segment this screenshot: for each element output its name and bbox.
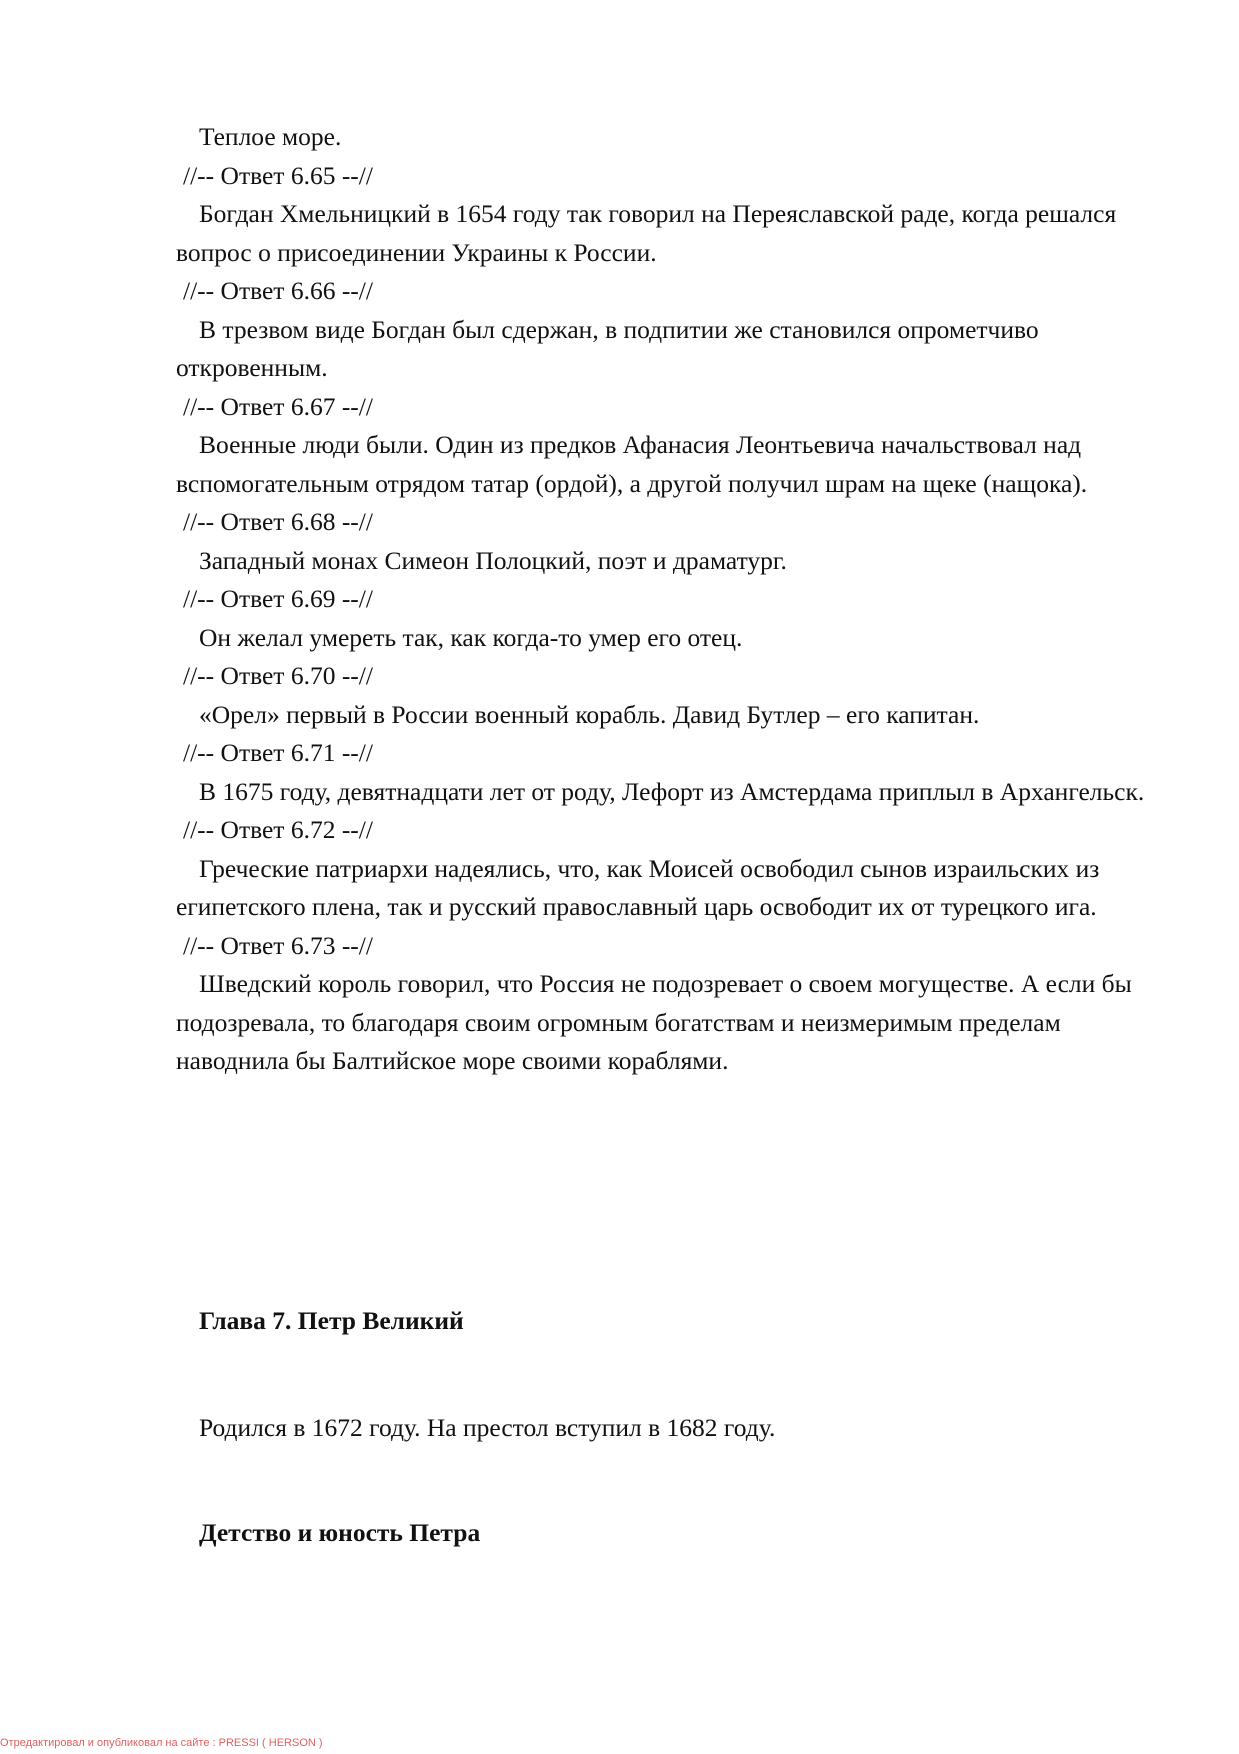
answer-marker: //-- Ответ 6.68 --// <box>183 507 373 536</box>
answer-paragraph: «Орел» первый в России военный корабль. Давид Бутлер – его капитан. <box>199 699 980 729</box>
answer-paragraph: В трезвом виде Богдан был сдержан, в подпитии же становился опрометчиво откровенным. <box>176 314 1039 382</box>
answer-marker: //-- Ответ 6.71 --// <box>183 738 373 767</box>
publisher-footer-note: Отредактировал и опубликовал на сайте : PRESSI ( HERSON ) <box>0 1737 323 1749</box>
answer-paragraph: Греческие патриархи надеялись, что, как Моисей освободил сынов израильских из египетского плена, так и русский православный царь освободит их от турецкого ига. <box>176 853 1100 921</box>
answer-paragraph: Военные люди были. Один из предков Афанасия Леонтьевича начальствовал над вспомогательным отрядом татар (ордой), а другой получил шрам на щеке (нащока). <box>176 430 1088 498</box>
answer-paragraph: Теплое море. <box>199 122 342 151</box>
answer-paragraph: Он желал умереть так, как когда-то умер его отец. <box>199 622 743 652</box>
chapter-intro-paragraph: Родился в 1672 году. На престол вступил в 1682 году. <box>199 1413 776 1442</box>
answer-paragraph: Шведский король говорил, что Россия не подозревает о своем могуществе. А если бы подозревала, то благодаря своим огромным богатствам и неизмеримым пределам наводнила бы Балтийское море своими кораблями. <box>176 969 1132 1075</box>
answer-paragraph: Западный монах Симеон Полоцкий, поэт и драматург. <box>199 545 787 575</box>
answer-marker: //-- Ответ 6.70 --// <box>183 661 373 690</box>
chapter-title: Глава 7. Петр Великий <box>199 1306 464 1335</box>
answer-marker: //-- Ответ 6.66 --// <box>183 276 373 305</box>
answer-paragraph: Богдан Хмельницкий в 1654 году так говорил на Переяславской раде, когда решался вопрос о присоединении Украины к России. <box>176 199 1117 267</box>
section-title: Детство и юность Петра <box>199 1518 481 1547</box>
answer-marker: //-- Ответ 6.65 --// <box>183 160 373 190</box>
answer-paragraph: В 1675 году, девятнадцати лет от роду, Лефорт из Амстердама приплыл в Архангельск. <box>199 776 1145 806</box>
answers-text-block <box>176 118 1151 1081</box>
answer-marker: //-- Ответ 6.73 --// <box>183 930 373 960</box>
answer-marker: //-- Ответ 6.67 --// <box>183 391 373 421</box>
answer-marker: //-- Ответ 6.72 --// <box>183 815 373 844</box>
answer-marker: //-- Ответ 6.69 --// <box>183 584 373 613</box>
